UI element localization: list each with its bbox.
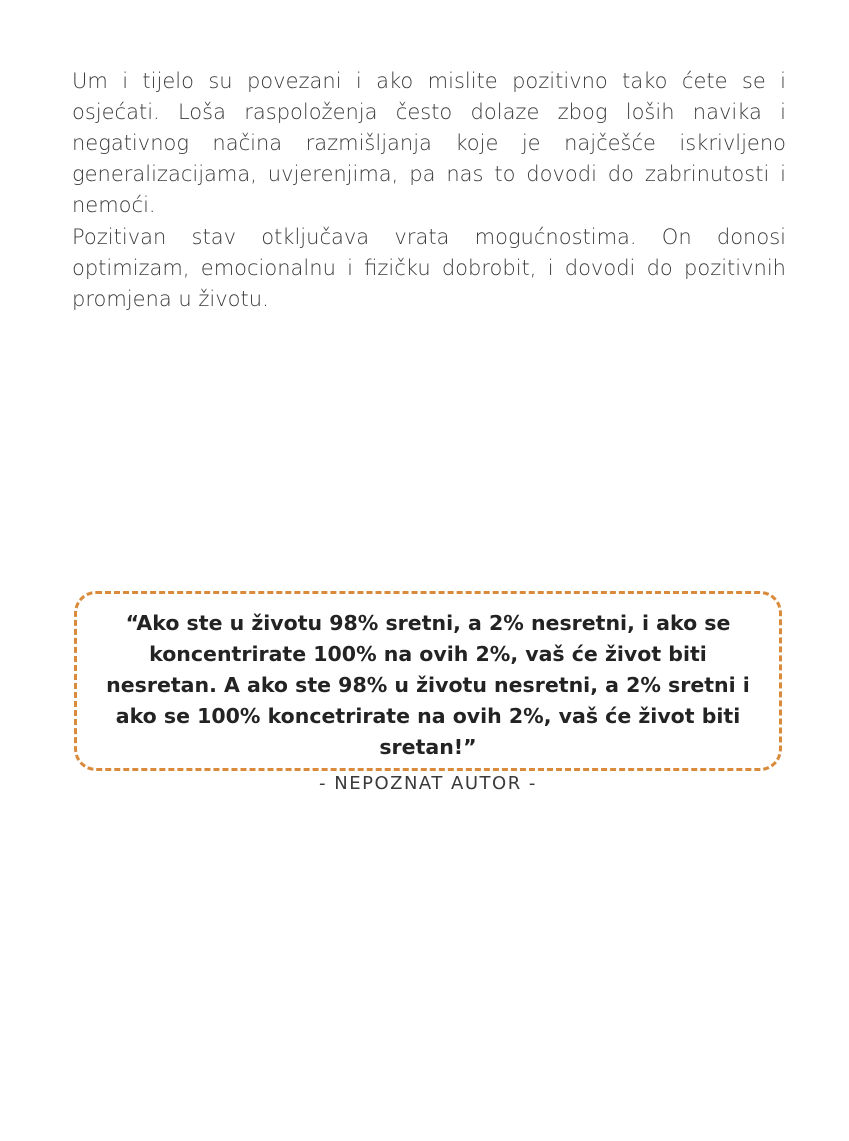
quote-text: “Ako ste u životu 98% sretni, a 2% nesretni, i ako se koncentrirate 100% na ovih 2%, vaš će život biti nesretan. A ako ste 98% u životu nesretni, a 2% sretni i ako se 100% koncetrirate na ovih 2%, vaš će život biti sretan!” — [106, 611, 750, 759]
quote-author: - NEPOZNAT AUTOR - — [319, 773, 537, 794]
quote-box — [74, 591, 782, 794]
paragraph-mind-body: Um i tijelo su povezani i ako mislite pozitivno tako ćete se i osjećati. Loša raspoloženja često dolaze zbog loših navika i negativnog načina razmišljanja koje je najčešće iskrivljeno generalizacijama, uvjerenjima, pa nas to dovodi do zabrinutosti i nemoći. — [72, 69, 786, 217]
paragraph-positive-attitude: Pozitivan stav otključava vrata mogućnostima. On donosi optimizam, emocionalnu i fizičku dobrobit, i dovodi do pozitivnih promjena u životu. — [72, 225, 786, 311]
